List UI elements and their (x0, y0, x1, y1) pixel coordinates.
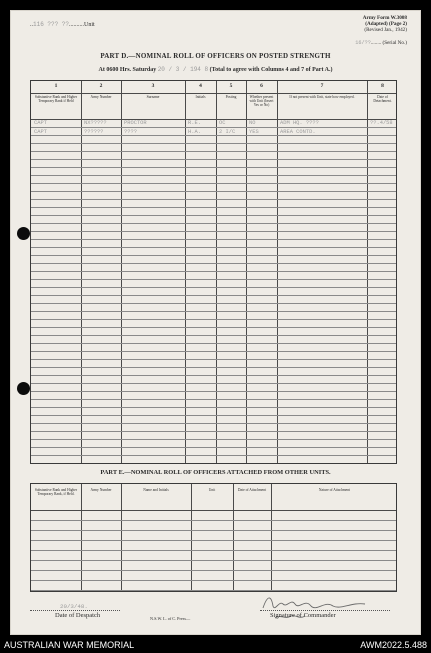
ruled-line (31, 255, 396, 256)
entry-number: NX????? (84, 120, 107, 126)
column-header: Date of Detachment. (373, 95, 392, 104)
ruled-line (31, 303, 396, 304)
ruled-line (31, 447, 396, 448)
part-d-subtitle (0, 66, 431, 73)
ruled-line (31, 151, 396, 152)
printer-imprint: N.S.W. L. of C. Press— (150, 616, 191, 621)
ruled-line (31, 383, 396, 384)
ruled-line (31, 295, 396, 296)
entry-number: ?????? (84, 129, 104, 135)
serial-label: (Serial No.) (382, 40, 407, 46)
ruled-line (31, 127, 396, 128)
date-value: 20 / 3 / 194 8 (157, 66, 209, 73)
column-header: Substantive Rank and Higher Temporary Rank, if Held. (34, 488, 78, 497)
ruled-line (31, 359, 396, 360)
entry-employment: ADM HQ. ???? (280, 120, 319, 126)
column-header: Initials (195, 95, 206, 99)
column-header: If not present with Unit, state how employed. (289, 95, 355, 99)
column-number: 2 (99, 83, 103, 89)
header-row-divider (31, 510, 396, 511)
ruled-line (31, 167, 396, 168)
form-line-1: Army Form W.3008 (362, 15, 407, 21)
archive-reference: AWM2022.5.488 (360, 640, 427, 650)
ruled-line (31, 580, 396, 581)
despatch-line (30, 610, 120, 611)
column-divider (277, 81, 278, 463)
column-divider (121, 81, 122, 463)
signature-label: Signature of Commander (270, 612, 336, 619)
ruled-line (31, 560, 396, 561)
ruled-line (31, 135, 396, 136)
subtitle-prefix: At 0600 Hrs. Saturday (98, 67, 157, 73)
entry-surname: PROCTOR (124, 120, 147, 126)
commander-signature (255, 586, 395, 626)
column-number: 4 (199, 83, 202, 89)
column-header: Unit (208, 488, 216, 492)
column-number: 6 (260, 83, 263, 89)
column-number: 8 (381, 83, 384, 89)
ruled-line (31, 367, 396, 368)
serial-number: 16/??........ (Serial No.) (355, 40, 407, 46)
ruled-line (31, 343, 396, 344)
column-header: Army Number (90, 95, 112, 99)
ruled-line (31, 239, 396, 240)
part-e-title: PART E.—NOMINAL ROLL OF OFFICERS ATTACHED FROM OTHER UNITS. (100, 469, 331, 476)
ruled-line (31, 431, 396, 432)
column-divider (246, 81, 247, 463)
despatch-label: Date of Despatch (55, 612, 101, 619)
column-header: Whether present with Unit (Insert Yes or No) (249, 95, 274, 108)
ruled-line (31, 570, 396, 571)
ruled-line (31, 351, 396, 352)
ruled-line (31, 311, 396, 312)
ruled-line (31, 207, 396, 208)
column-divider (216, 81, 217, 463)
form-line-2: (Adapted) (Page 2) (365, 21, 407, 28)
ruled-line (31, 223, 396, 224)
part-d-title: PART D.—NOMINAL ROLL OF OFFICERS ON POSTED STRENGTH (100, 52, 331, 60)
entry-employment: AREA CONTD. (280, 129, 316, 135)
column-header: Name and Initials (143, 488, 169, 492)
ruled-line (31, 215, 396, 216)
entry-posting: OC (219, 120, 226, 126)
ruled-line (31, 143, 396, 144)
despatch-date-value: 20/3/48. (60, 603, 88, 610)
unit-label: Unit (84, 22, 95, 28)
column-divider (81, 81, 82, 463)
ruled-line (31, 327, 396, 328)
number-row-divider (31, 93, 396, 94)
ruled-line (31, 287, 396, 288)
ruled-line (31, 247, 396, 248)
ruled-line (31, 375, 396, 376)
part-d-table (30, 80, 397, 464)
ruled-line (31, 407, 396, 408)
entry-rank: CAPT (34, 120, 47, 126)
ruled-line (31, 263, 396, 264)
entry-present: NO (249, 120, 256, 126)
form-identifier (363, 15, 407, 34)
entry-posting: 2 I/C (219, 129, 236, 135)
ruled-line (31, 279, 396, 280)
ruled-line (31, 520, 396, 521)
ruled-line (31, 391, 396, 392)
ruled-line (31, 399, 396, 400)
ruled-line (31, 159, 396, 160)
punch-hole-bottom (17, 382, 30, 395)
column-header: Date of Attachment (237, 488, 267, 492)
column-header: Surname (146, 95, 160, 99)
ruled-line (31, 415, 396, 416)
ruled-line (31, 335, 396, 336)
entry-rank: CAPT (34, 129, 47, 135)
ruled-line (31, 423, 396, 424)
ruled-line (31, 183, 396, 184)
entry-initials: R.E. (188, 120, 201, 126)
punch-hole-top (17, 227, 30, 240)
ruled-line (31, 319, 396, 320)
column-number: 3 (151, 83, 155, 89)
ruled-line (31, 271, 396, 272)
unit-value: 116 ??? ?? (33, 21, 70, 28)
column-divider (185, 81, 186, 463)
entry-initials: H.A. (188, 129, 201, 135)
unit-line: ..116 ??? ??..........Unit (30, 21, 95, 28)
ruled-line (31, 439, 396, 440)
form-line-3: (Revised Jan., 1942) (364, 27, 407, 34)
entry-date: ??.4/58 (370, 120, 393, 126)
ruled-line (31, 455, 396, 456)
column-header: Army Number (90, 488, 112, 492)
ruled-line (31, 540, 396, 541)
column-header: Nature of Attachment (318, 488, 351, 492)
ruled-line (31, 199, 396, 200)
ruled-line (31, 550, 396, 551)
column-header: Posting (225, 95, 237, 99)
ruled-line (31, 175, 396, 176)
serial-value: 16/?? (355, 40, 371, 46)
column-number: 7 (320, 83, 324, 89)
ruled-line (31, 191, 396, 192)
archive-name: AUSTRALIAN WAR MEMORIAL (4, 640, 135, 650)
column-number: 1 (54, 83, 58, 89)
entry-present: YES (249, 129, 259, 135)
ruled-line (31, 530, 396, 531)
ruled-line (31, 231, 396, 232)
column-divider (367, 81, 368, 463)
signature-line (260, 610, 390, 611)
subtitle-suffix: (Total to agree with Columns 4 and 7 of Part A.) (209, 67, 333, 73)
part-e-table (30, 483, 397, 592)
entry-surname: ???? (124, 129, 137, 135)
column-header: Substantive Rank and Higher Temporary Rank if Held (34, 95, 78, 104)
archive-caption-bar (0, 637, 431, 653)
column-number: 5 (229, 83, 233, 89)
